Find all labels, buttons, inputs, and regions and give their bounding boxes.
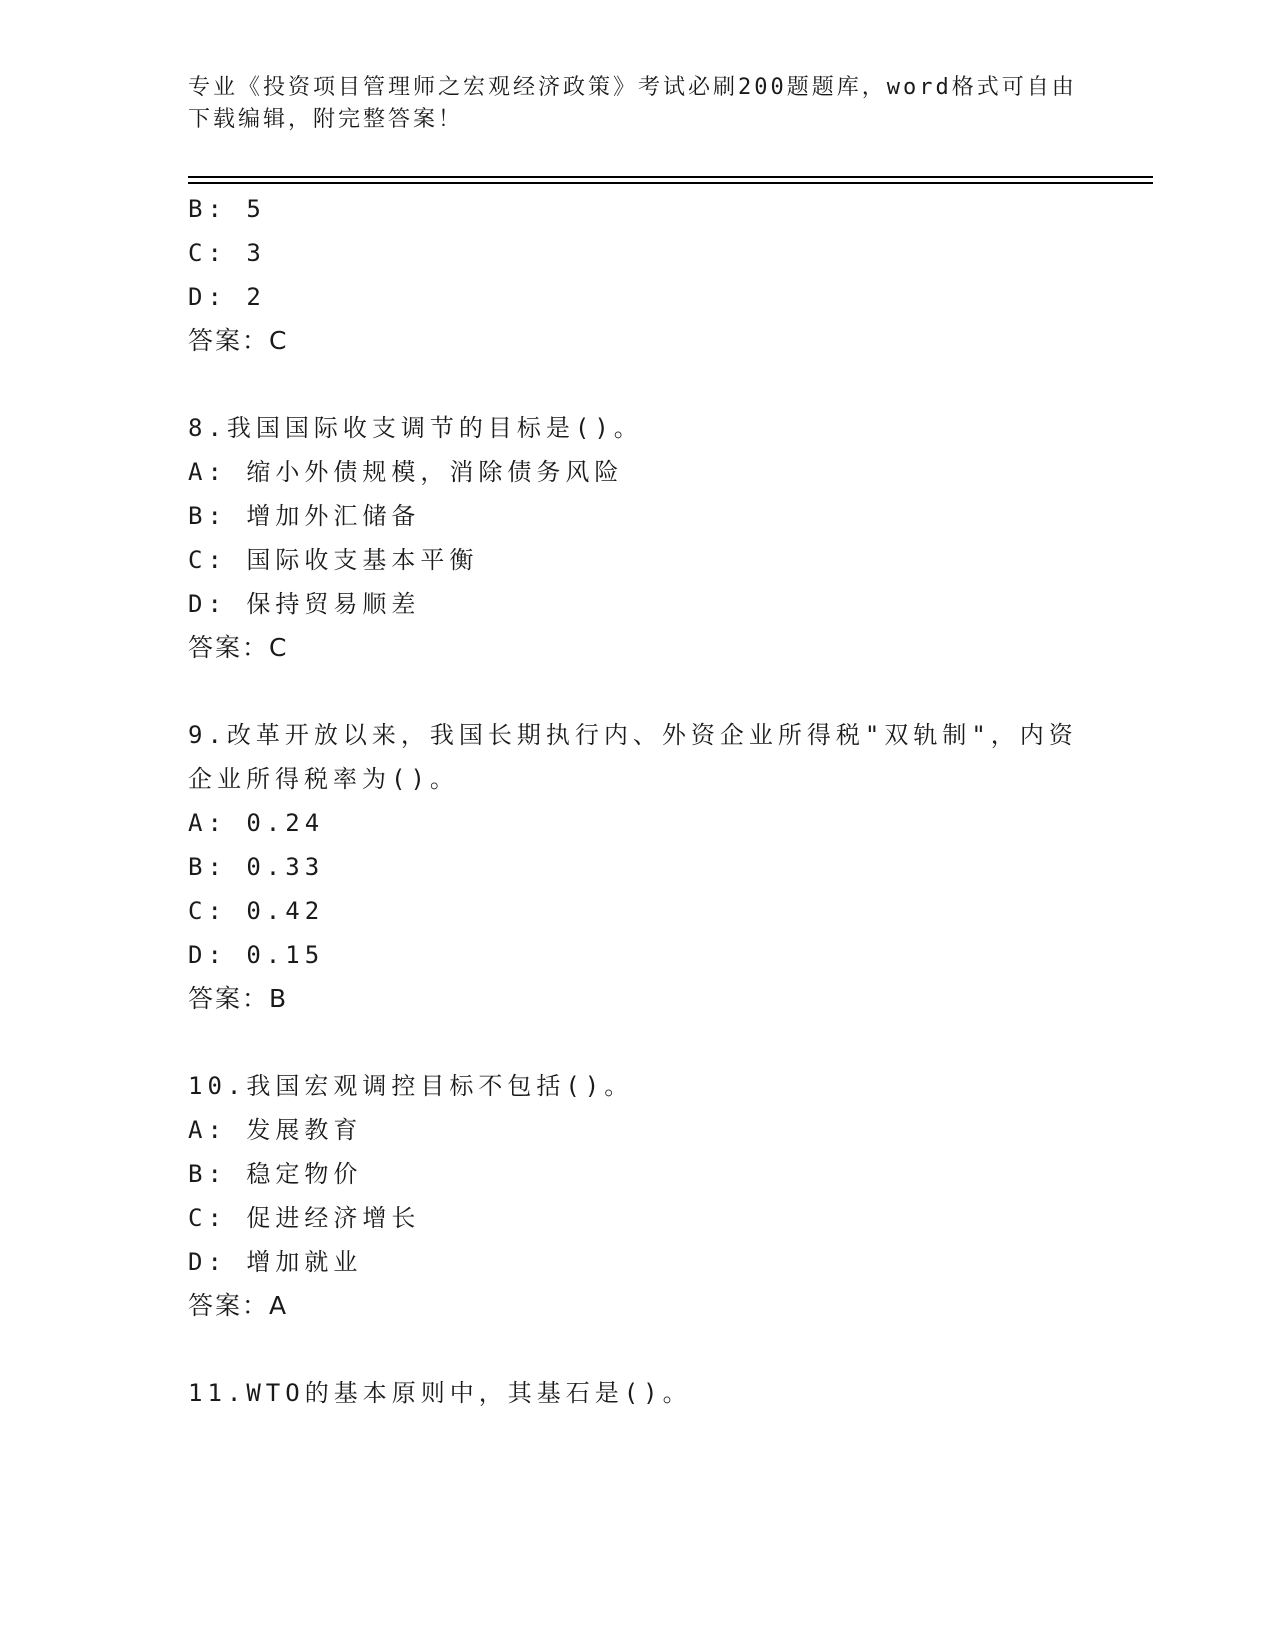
- q9-option-d: D: 0.15: [188, 941, 325, 969]
- q7-option-d: D: 2: [188, 283, 266, 311]
- document-header: [188, 72, 1088, 136]
- q9-option-b: B: 0.33: [188, 853, 325, 881]
- header-line-2: 下载编辑，附完整答案！: [188, 107, 464, 132]
- q8-option-a: A: 缩小外债规模，消除债务风险: [188, 458, 624, 486]
- q9-question-line-2: 企业所得税率为()。: [188, 765, 459, 793]
- q9-option-c: C: 0.42: [188, 897, 325, 925]
- q9-question-line-1: 9.改革开放以来，我国长期执行内、外资企业所得税"双轨制"，内资: [188, 721, 1078, 749]
- header-rule-top: [188, 176, 1153, 178]
- q9-option-a: A: 0.24: [188, 809, 325, 837]
- q11-question: 11.WTO的基本原则中，其基石是()。: [188, 1379, 692, 1407]
- q8-option-d: D: 保持贸易顺差: [188, 590, 421, 618]
- q8-answer: 答案：C: [188, 633, 289, 662]
- q10-question: 10.我国宏观调控目标不包括()。: [188, 1072, 634, 1100]
- q8-option-b: B: 增加外汇储备: [188, 502, 421, 530]
- q10-option-c: C: 促进经济增长: [188, 1204, 421, 1232]
- q8-question: 8.我国国际收支调节的目标是()。: [188, 414, 643, 442]
- q7-option-b: B: 5: [188, 195, 266, 223]
- q10-option-d: D: 增加就业: [188, 1248, 363, 1276]
- q10-answer: 答案：A: [188, 1291, 289, 1320]
- q7-answer: 答案：C: [188, 326, 289, 355]
- q8-option-c: C: 国际收支基本平衡: [188, 546, 479, 574]
- header-rule-bottom: [188, 182, 1153, 184]
- header-line-1: 专业《投资项目管理师之宏观经济政策》考试必刷200题题库，word格式可自由: [188, 75, 1077, 100]
- q7-option-c: C: 3: [188, 239, 266, 267]
- q10-option-a: A: 发展教育: [188, 1116, 363, 1144]
- q10-option-b: B: 稳定物价: [188, 1160, 363, 1188]
- q9-answer: 答案：B: [188, 984, 289, 1013]
